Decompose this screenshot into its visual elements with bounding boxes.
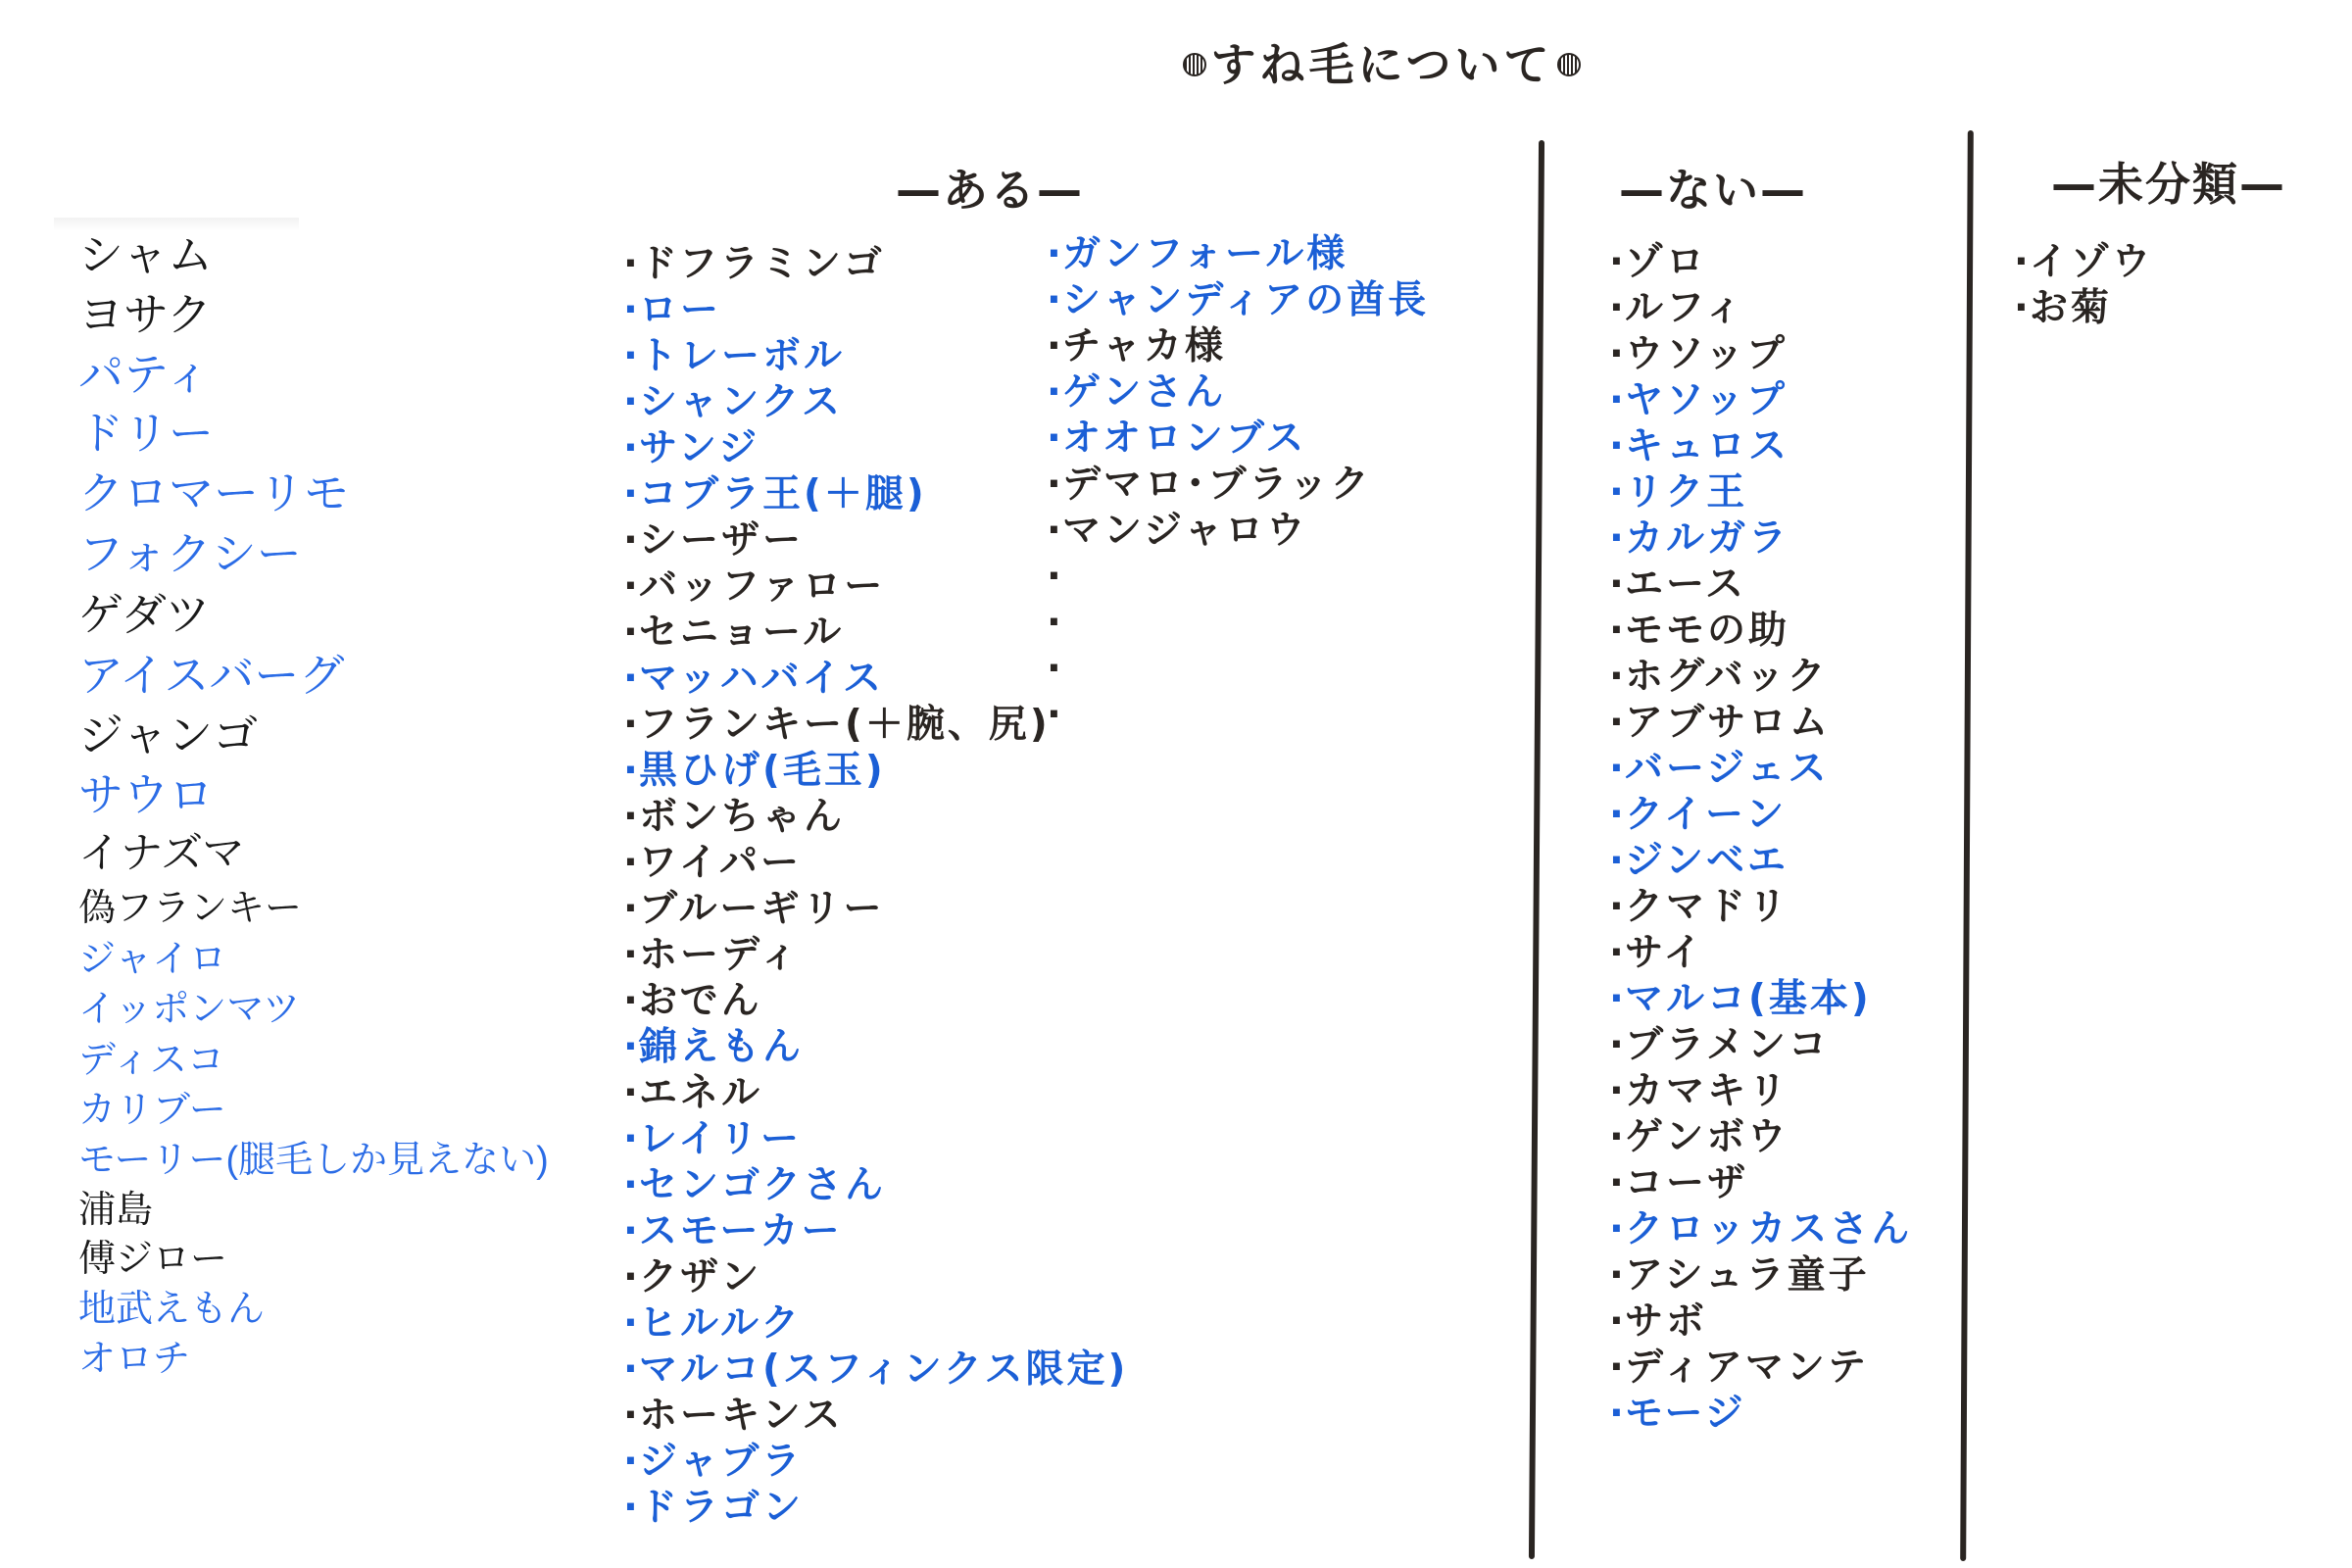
bullet-icon: · bbox=[1047, 693, 1064, 737]
list-item-text: ボンちゃん bbox=[639, 795, 846, 839]
list-item bbox=[1609, 1391, 1912, 1437]
list-item-text: ホーキンス bbox=[639, 1394, 844, 1438]
list-item bbox=[78, 882, 549, 935]
bullet-icon: · bbox=[1609, 1207, 1627, 1251]
list-item bbox=[1609, 331, 1912, 377]
bullet-icon: · bbox=[1609, 1392, 1627, 1436]
list-item bbox=[78, 463, 549, 523]
list-item bbox=[623, 1162, 1128, 1208]
bullet-icon: · bbox=[1609, 332, 1627, 376]
bullet-icon: · bbox=[623, 749, 641, 793]
bullet-icon: · bbox=[1609, 1299, 1627, 1344]
bullet-icon: · bbox=[1047, 416, 1064, 461]
list-item bbox=[1609, 1114, 1912, 1160]
bullet-icon: · bbox=[1609, 701, 1627, 745]
list-item bbox=[78, 1335, 549, 1385]
list-item-text: カマキリ bbox=[1625, 1069, 1790, 1113]
bullet-icon: · bbox=[1047, 555, 1064, 599]
list-item bbox=[1047, 462, 1429, 508]
list-item bbox=[623, 748, 1128, 794]
list-item bbox=[1047, 600, 1429, 646]
header-mibunrui: —未分類— bbox=[2051, 158, 2286, 211]
list-item-text: ジャンゴ bbox=[78, 710, 259, 760]
list-item-text: ブラメンコ bbox=[1625, 1023, 1830, 1067]
list-item bbox=[623, 1070, 1128, 1116]
list-item bbox=[1609, 792, 1912, 838]
list-item-text: モーリー(腿毛しか見えない) bbox=[78, 1140, 549, 1181]
bullet-icon: · bbox=[1047, 463, 1064, 507]
list-item bbox=[1609, 377, 1912, 423]
list-item-text: 傅ジロー bbox=[78, 1239, 228, 1280]
bullet-icon: · bbox=[1047, 232, 1064, 276]
bullet-icon: · bbox=[623, 1071, 641, 1115]
list-item-text: サイ bbox=[1625, 931, 1705, 975]
list-item-text: ドフラミンゴ bbox=[639, 242, 885, 286]
bullet-icon: · bbox=[1609, 286, 1627, 330]
bullet-icon: · bbox=[1609, 1346, 1627, 1390]
list-item bbox=[623, 840, 1128, 886]
list-item-text: サンジ bbox=[639, 426, 760, 470]
list-item-text: バッファロー bbox=[639, 564, 886, 609]
list-item bbox=[1609, 1345, 1912, 1391]
list-item bbox=[1609, 838, 1912, 884]
list-item-text: アブサロム bbox=[1625, 701, 1832, 745]
list-item-text: エネル bbox=[639, 1071, 763, 1115]
bullet-icon: · bbox=[1609, 516, 1627, 561]
list-item-text: 錦えもん bbox=[639, 1025, 805, 1069]
list-item-text: フォクシー bbox=[78, 528, 302, 579]
bullet-icon: · bbox=[2014, 240, 2032, 284]
list-item-text: クマドリ bbox=[1625, 885, 1790, 929]
bullet-icon: · bbox=[623, 841, 641, 885]
list-item bbox=[1609, 1298, 1912, 1345]
list-item-text: デマロ･ブラック bbox=[1062, 463, 1372, 507]
list-item-text: マッハバイス bbox=[639, 657, 885, 701]
list-item bbox=[78, 345, 549, 404]
list-item bbox=[623, 1254, 1128, 1300]
bullet-icon: · bbox=[623, 795, 641, 839]
list-item-text: クザン bbox=[639, 1255, 762, 1299]
list-item-text: 地武えもん bbox=[78, 1289, 266, 1330]
bullet-icon: · bbox=[1609, 470, 1627, 514]
list-item bbox=[78, 1135, 549, 1186]
list-item-text: シャンクス bbox=[639, 380, 844, 424]
nai-list bbox=[1609, 239, 1912, 1437]
list-item bbox=[1047, 323, 1429, 369]
list-item bbox=[623, 1393, 1128, 1439]
aru-list-column-2 bbox=[1047, 231, 1429, 738]
bullet-icon: · bbox=[1609, 1023, 1627, 1067]
list-item-text: チャカ様 bbox=[1062, 324, 1226, 368]
list-item-text: サウロ bbox=[78, 769, 214, 820]
list-item bbox=[1609, 746, 1912, 792]
list-item-text: ゲダツ bbox=[78, 589, 211, 640]
list-item bbox=[1609, 1252, 1912, 1298]
list-item-text: イゾウ bbox=[2030, 240, 2154, 284]
bullet-icon: · bbox=[1609, 885, 1627, 929]
list-item-text: ジンベエ bbox=[1625, 839, 1789, 883]
list-item bbox=[78, 523, 549, 584]
bullet-icon: · bbox=[1609, 1253, 1627, 1298]
list-item-text: 黒ひげ(毛玉) bbox=[639, 749, 886, 793]
bullet-icon: · bbox=[1609, 839, 1627, 883]
list-item-text: エース bbox=[1625, 563, 1747, 607]
list-item bbox=[2014, 239, 2153, 285]
list-item bbox=[78, 765, 549, 825]
list-item bbox=[1047, 369, 1429, 416]
header-aru: —ある— bbox=[896, 164, 1084, 217]
striped-dot-right-icon bbox=[1557, 53, 1581, 76]
list-item bbox=[1609, 469, 1912, 515]
list-item bbox=[1609, 515, 1912, 562]
bullet-icon: · bbox=[623, 1209, 641, 1253]
list-item-text: ウソップ bbox=[1625, 332, 1788, 376]
list-item-text: ゲンさん bbox=[1062, 370, 1227, 415]
list-item-text: フランキー(＋腕、尻) bbox=[639, 703, 1051, 747]
bullet-icon: · bbox=[2014, 286, 2032, 330]
list-item bbox=[78, 935, 549, 985]
list-item-text: モージ bbox=[1625, 1392, 1746, 1436]
bullet-icon: · bbox=[1047, 324, 1064, 368]
list-item-text: トレーボル bbox=[639, 334, 846, 378]
list-item-text: レイリー bbox=[639, 1117, 803, 1161]
list-item-text: ホーディ bbox=[639, 933, 801, 977]
bullet-icon: · bbox=[623, 564, 641, 609]
bullet-icon: · bbox=[1609, 424, 1627, 468]
list-item bbox=[1609, 700, 1912, 746]
page-title-text: すね毛について bbox=[1210, 38, 1553, 91]
list-item bbox=[1047, 646, 1429, 692]
list-item-text: イッポンマツ bbox=[78, 989, 301, 1030]
left-name-list bbox=[78, 225, 549, 1385]
list-item-text: セニョール bbox=[639, 611, 845, 655]
bullet-icon: · bbox=[623, 887, 641, 931]
list-item bbox=[1047, 508, 1429, 554]
list-item bbox=[1609, 976, 1912, 1022]
bullet-icon: · bbox=[623, 1486, 641, 1530]
list-item-text: ジャイロ bbox=[78, 939, 227, 980]
list-item bbox=[1609, 1068, 1912, 1114]
list-item-text: ドリー bbox=[78, 408, 214, 459]
bullet-icon: · bbox=[1047, 278, 1064, 322]
list-item-text: カルガラ bbox=[1625, 516, 1790, 561]
list-item-text: シャンディアの酋長 bbox=[1062, 278, 1430, 322]
bullet-icon: · bbox=[1047, 647, 1064, 691]
bullet-icon: · bbox=[623, 1117, 641, 1161]
list-item-text: オオロンブス bbox=[1062, 416, 1307, 461]
list-item bbox=[1609, 608, 1912, 654]
bullet-icon: · bbox=[1609, 609, 1627, 653]
list-item bbox=[78, 225, 549, 285]
bullet-icon: · bbox=[1609, 931, 1627, 975]
bullet-icon: · bbox=[623, 979, 641, 1023]
bullet-icon: · bbox=[623, 380, 641, 424]
bullet-icon: · bbox=[623, 242, 641, 286]
list-item-text: マルコ(基本) bbox=[1625, 977, 1872, 1021]
list-item bbox=[1047, 231, 1429, 277]
list-item-text: ディスコ bbox=[78, 1040, 224, 1081]
list-item-text: リク王 bbox=[1625, 470, 1748, 514]
bullet-icon: · bbox=[623, 611, 641, 655]
list-item bbox=[78, 645, 549, 706]
list-item bbox=[1609, 1022, 1912, 1068]
list-item-text: ホグバック bbox=[1625, 655, 1829, 699]
list-item-text: ジャブラ bbox=[639, 1440, 804, 1484]
list-item bbox=[1609, 423, 1912, 469]
list-item bbox=[78, 1285, 549, 1335]
list-item-text: クイーン bbox=[1625, 793, 1788, 837]
list-item-text: キュロス bbox=[1625, 424, 1790, 468]
list-item-text: ワイパー bbox=[639, 841, 803, 885]
bullet-icon: · bbox=[623, 288, 641, 332]
list-item-text: ヨサク bbox=[78, 289, 213, 340]
list-item-text: マンジャロウ bbox=[1062, 509, 1308, 553]
bullet-icon: · bbox=[623, 334, 641, 378]
list-item-text: イナズマ bbox=[78, 830, 245, 877]
list-item bbox=[1609, 239, 1912, 285]
bullet-icon: · bbox=[623, 1394, 641, 1438]
list-item bbox=[78, 706, 549, 765]
list-item-text: アシュラ童子 bbox=[1625, 1253, 1870, 1298]
list-item bbox=[623, 932, 1128, 978]
list-item bbox=[1047, 416, 1429, 462]
list-item bbox=[78, 1035, 549, 1087]
list-item-text: ロー bbox=[639, 288, 722, 332]
list-item bbox=[1047, 692, 1429, 738]
bullet-icon: · bbox=[623, 472, 641, 516]
list-item-text: コブラ王(＋腿) bbox=[639, 472, 927, 516]
list-item bbox=[623, 1116, 1128, 1162]
list-item-text: ヤソップ bbox=[1625, 378, 1788, 422]
list-item-text: ディアマンテ bbox=[1625, 1346, 1869, 1390]
list-item-text: クロマーリモ bbox=[78, 467, 349, 518]
list-item-text: シーザー bbox=[639, 518, 805, 563]
list-item bbox=[2014, 285, 2153, 331]
list-item-text: サボ bbox=[1625, 1299, 1708, 1344]
bullet-icon: · bbox=[623, 657, 641, 701]
list-item bbox=[1609, 884, 1912, 930]
list-item bbox=[78, 285, 549, 345]
list-item-text: マルコ(スフィンクス限定) bbox=[639, 1348, 1129, 1392]
list-item bbox=[1609, 562, 1912, 608]
list-item bbox=[623, 1439, 1128, 1485]
bullet-icon: · bbox=[1609, 793, 1627, 837]
bullet-icon: · bbox=[1609, 977, 1627, 1021]
bullet-icon: · bbox=[623, 426, 641, 470]
list-item-text: おでん bbox=[639, 979, 762, 1023]
header-nai: —ない— bbox=[1619, 164, 1807, 217]
list-item bbox=[78, 825, 549, 882]
bullet-icon: · bbox=[1609, 378, 1627, 422]
list-item-text: シャム bbox=[78, 229, 214, 280]
list-item-text: オロチ bbox=[78, 1339, 191, 1380]
list-item-text: クロッカスさん bbox=[1625, 1207, 1913, 1251]
list-item-text: センゴクさん bbox=[639, 1163, 887, 1207]
bullet-icon: · bbox=[623, 1025, 641, 1069]
bullet-icon: · bbox=[623, 1163, 641, 1207]
bullet-icon: · bbox=[623, 1255, 641, 1299]
list-item-text: ヒルルク bbox=[639, 1301, 803, 1346]
list-item-text: パティ bbox=[78, 349, 211, 400]
list-item bbox=[623, 1024, 1128, 1070]
list-item bbox=[78, 584, 549, 645]
bullet-icon: · bbox=[1047, 509, 1064, 553]
bullet-icon: · bbox=[623, 1348, 641, 1392]
list-item bbox=[623, 978, 1128, 1024]
bullet-icon: · bbox=[623, 1440, 641, 1484]
list-item bbox=[78, 1186, 549, 1235]
bullet-icon: · bbox=[1609, 1069, 1627, 1113]
list-item-text: ガンフォール様 bbox=[1062, 232, 1348, 276]
bullet-icon: · bbox=[1609, 1115, 1627, 1159]
list-item bbox=[78, 1087, 549, 1135]
bullet-icon: · bbox=[1047, 601, 1064, 645]
list-item bbox=[623, 1485, 1128, 1531]
column-divider-1 bbox=[1529, 140, 1544, 1559]
list-item-text: バージェス bbox=[1625, 747, 1830, 791]
list-item-text: コーザ bbox=[1625, 1161, 1749, 1205]
list-item-text: お菊 bbox=[2030, 286, 2113, 330]
list-item-text: カリブー bbox=[78, 1090, 226, 1131]
bullet-icon: · bbox=[1047, 370, 1064, 415]
list-item bbox=[1609, 285, 1912, 331]
list-item bbox=[623, 794, 1128, 840]
list-item-text: 浦島 bbox=[78, 1190, 154, 1231]
list-item bbox=[78, 404, 549, 463]
list-item bbox=[623, 1300, 1128, 1347]
list-item bbox=[623, 1347, 1128, 1393]
list-item-text: ブルーギリー bbox=[639, 887, 885, 931]
list-item-text: ゾロ bbox=[1625, 240, 1708, 284]
mibunrui-list bbox=[2014, 239, 2153, 331]
list-item bbox=[623, 1208, 1128, 1254]
list-item bbox=[1047, 277, 1429, 323]
list-item-text: ルフィ bbox=[1625, 286, 1745, 330]
striped-dot-left-icon bbox=[1183, 53, 1206, 76]
page-title bbox=[1176, 29, 1588, 94]
bullet-icon: · bbox=[623, 518, 641, 563]
bullet-icon: · bbox=[1609, 240, 1627, 284]
list-item bbox=[1609, 930, 1912, 976]
list-item-text: アイスバーグ bbox=[78, 650, 345, 701]
bullet-icon: · bbox=[1609, 655, 1627, 699]
list-item bbox=[1609, 1206, 1912, 1252]
bullet-icon: · bbox=[1609, 563, 1627, 607]
list-item bbox=[78, 985, 549, 1035]
list-item bbox=[1047, 554, 1429, 600]
list-item-text: ゲンボウ bbox=[1625, 1115, 1789, 1159]
bullet-icon: · bbox=[623, 933, 641, 977]
list-item-text: モモの助 bbox=[1625, 609, 1790, 653]
bullet-icon: · bbox=[1609, 747, 1627, 791]
list-item bbox=[1609, 654, 1912, 700]
bullet-icon: · bbox=[1609, 1161, 1627, 1205]
list-item-text: スモーカー bbox=[639, 1209, 843, 1253]
bullet-icon: · bbox=[623, 703, 641, 747]
list-item-text: ドラゴン bbox=[639, 1486, 805, 1530]
bullet-icon: · bbox=[623, 1301, 641, 1346]
column-divider-2 bbox=[1960, 130, 1974, 1561]
list-item bbox=[78, 1235, 549, 1285]
list-item bbox=[623, 886, 1128, 932]
list-item bbox=[1609, 1160, 1912, 1206]
list-item-text: 偽フランキー bbox=[78, 888, 303, 929]
